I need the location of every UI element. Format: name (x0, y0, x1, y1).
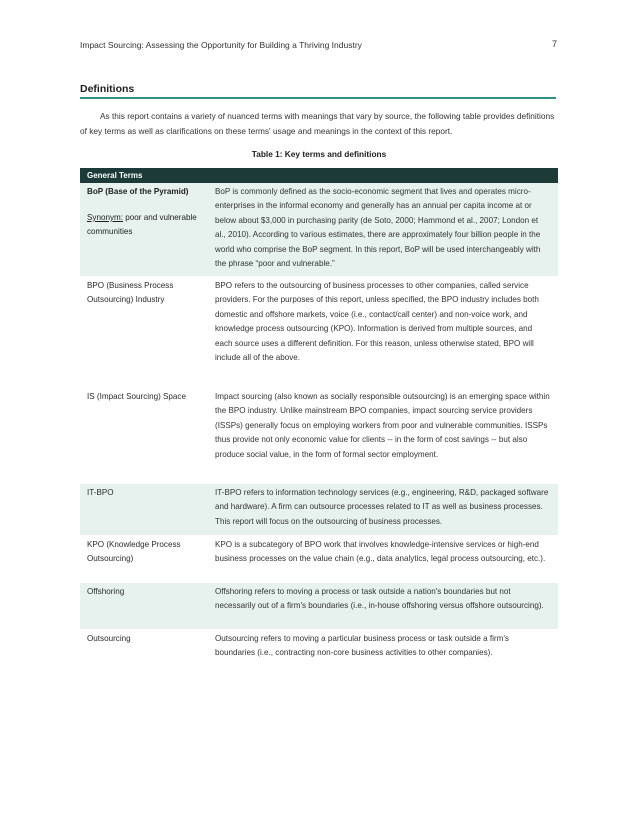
synonym-note (87, 211, 205, 239)
definition-cell: Offshoring refers to moving a process or task outside a nation's boundaries but not necessarily out of a firm's boundaries (i.e., in-house offshoring versus offshore outsourcing). (215, 587, 544, 611)
table-row (80, 183, 558, 277)
synonym-label: Synonym: (87, 213, 123, 222)
term-cell: KPO (Knowledge Process Outsourcing) (87, 540, 181, 563)
term-label: BoP (Base of the Pyramid) (87, 187, 189, 196)
definition-cell: KPO is a subcategory of BPO work that involves knowledge-intensive services or high-end business processes on the value chain (e.g., data analytics, legal process outsourcing, etc.). (215, 540, 546, 564)
term-cell: Offshoring (87, 587, 125, 596)
definition-cell: Outsourcing refers to moving a particular business process or task outside a firm's boundaries (i.e., contracting non-core business activities to other companies). (215, 634, 509, 658)
table-row (80, 630, 558, 663)
synonym-text: poor and vulnerable communities (87, 213, 197, 236)
term-cell (80, 183, 209, 276)
running-head-title: Impact Sourcing: Assessing the Opportunity for Building a Thriving Industry (80, 40, 362, 50)
table-row (80, 388, 558, 484)
table-caption: Table 1: Key terms and definitions (251, 149, 387, 159)
intro-paragraph: As this report contains a variety of nuanced terms with meanings that vary by source, the following table provides definitions of key terms as well as clarifications on these terms' usage and meanings in the context of this report. (80, 111, 555, 136)
table-header: General Terms (80, 168, 558, 183)
definition-cell: BoP is commonly defined as the socio-economic segment that lives and operates micro-enterprises in the informal economy and generally has an annual per capita income at or below about $3,000 in purchasing parity (de Soto, 2000; Hammond et al., 2007; London et al., 2010). According to various estimates, there are approximately four billion people in the world who comprise the BoP segment. In this report, BoP will be used interchangeably with the phrase “poor and vulnerable.” (215, 187, 541, 269)
page-number: 7 (552, 39, 558, 49)
term-cell: Outsourcing (87, 634, 131, 643)
section-divider (80, 97, 556, 99)
term-cell: IS (Impact Sourcing) Space (87, 392, 186, 401)
table-row (80, 583, 558, 630)
section-title: Definitions (80, 83, 135, 95)
definition-cell: BPO refers to the outsourcing of business processes to other companies, called service providers. For the purposes of this report, unless specified, the BPO industry includes both domestic and offshore markets, voice (i.e., contact/call center) and non-voice work, and knowledge process outsourcing (KPO). Information is derived from multiple sources, and each source uses a different definition. For this reason, unless otherwise stated, BPO will include all of the above. (215, 281, 539, 363)
term-cell: BPO (Business Process Outsourcing) Industry (87, 281, 174, 304)
key-terms-table (80, 168, 558, 663)
definition-cell: Impact sourcing (also known as socially responsible outsourcing) is an emerging space within the BPO industry. Unlike mainstream BPO companies, impact sourcing service providers (ISSPs) generally focus on employing workers from poor and vulnerable communities. ISSPs thus provide not only economic value for clients -- in the form of cost savings -- but also produce social value, in the form of formal sector employment. (215, 392, 550, 459)
definition-cell: IT-BPO refers to information technology services (e.g., engineering, R&D, packaged software and hardware). A firm can outsource processes related to IT as well as business processes. This report will focus on the outsourcing of business processes. (215, 488, 549, 526)
table-row (80, 277, 558, 388)
table-row (80, 484, 558, 536)
table-row (80, 536, 558, 583)
term-cell: IT-BPO (87, 488, 114, 497)
